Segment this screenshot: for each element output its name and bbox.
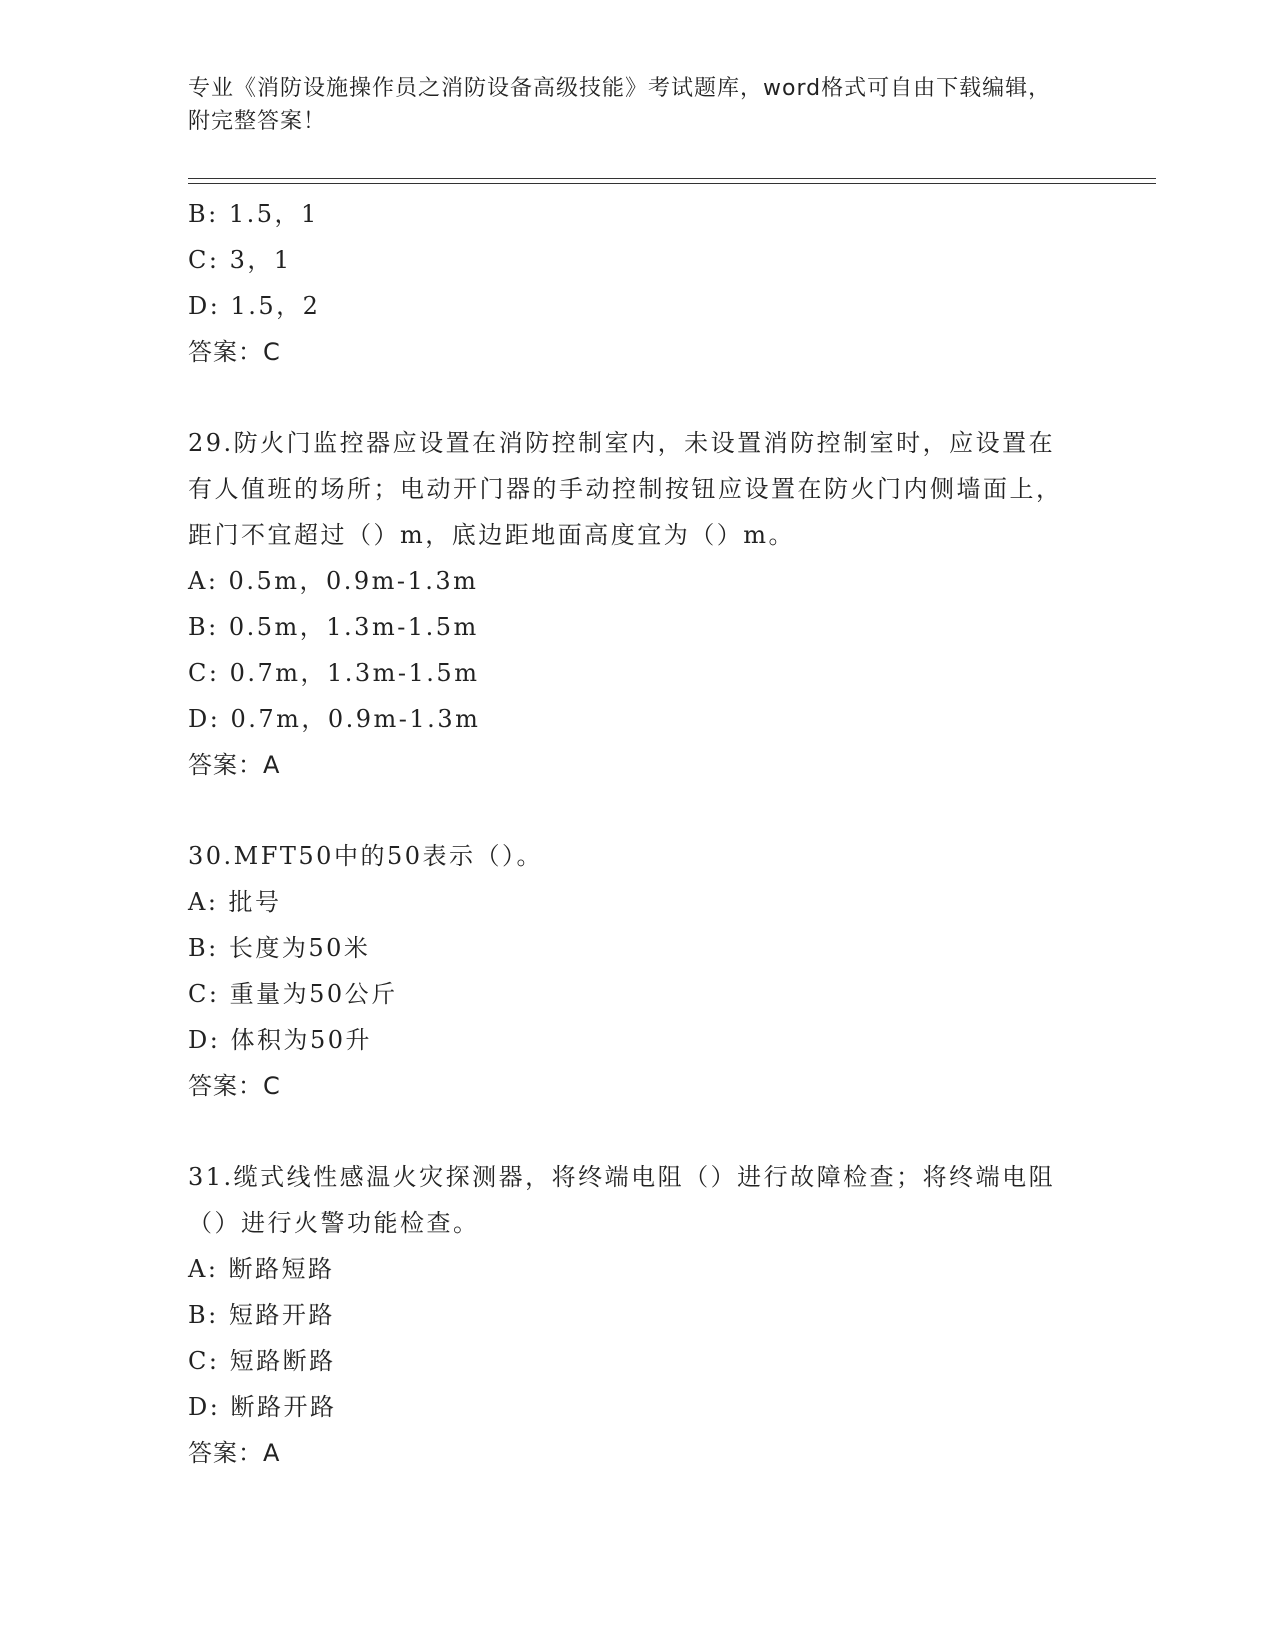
question-stem: 29.防火门监控器应设置在消防控制室内，未设置消防控制室时，应设置在有人值班的场所；电动开门器的手动控制按钮应设置在防火门内侧墙面上，距门不宜超过（）m，底边距地面高度宜为（）m。	[188, 429, 1063, 549]
spacer	[188, 1109, 1088, 1154]
option-a: A: 0.5m，0.9m-1.3m	[188, 567, 479, 595]
answer-line: 答案：A	[188, 751, 281, 779]
option-b: B: 长度为50米	[188, 934, 371, 962]
header-divider-top	[188, 178, 1156, 179]
option-c: C: 重量为50公斤	[188, 980, 398, 1008]
option-c: C: 3，1	[188, 246, 292, 274]
option-b: B: 0.5m，1.3m-1.5m	[188, 613, 479, 641]
option-d: D: 0.7m，0.9m-1.3m	[188, 705, 481, 733]
question-stem: 30.MFT50中的50表示（）。	[188, 842, 543, 870]
option-d: D: 断路开路	[188, 1393, 337, 1421]
spacer	[188, 788, 1088, 833]
option-a: A: 断路短路	[188, 1255, 335, 1283]
question-31	[188, 1154, 1088, 1476]
option-d: D: 1.5，2	[188, 292, 321, 320]
answer-line: 答案：C	[188, 1072, 281, 1100]
option-d: D: 体积为50升	[188, 1026, 372, 1054]
header-divider-bottom	[188, 183, 1156, 184]
question-stem: 31.缆式线性感温火灾探测器，将终端电阻（）进行故障检查；将终端电阻（）进行火警功能检查。	[188, 1163, 1056, 1237]
document-header: 专业《消防设施操作员之消防设备高级技能》考试题库，word格式可自由下载编辑，附完整答案！	[188, 76, 1052, 134]
spacer	[188, 375, 1088, 420]
option-b: B: 1.5，1	[188, 200, 319, 228]
option-c: C: 短路断路	[188, 1347, 336, 1375]
question-30	[188, 833, 1088, 1109]
answer-line: 答案：C	[188, 338, 281, 366]
option-c: C: 0.7m，1.3m-1.5m	[188, 659, 480, 687]
question-fragment	[188, 191, 1088, 375]
answer-line: 答案：A	[188, 1439, 281, 1467]
question-list	[188, 191, 1088, 1476]
question-29	[188, 420, 1088, 788]
option-b: B: 短路开路	[188, 1301, 335, 1329]
option-a: A: 批号	[188, 888, 282, 916]
